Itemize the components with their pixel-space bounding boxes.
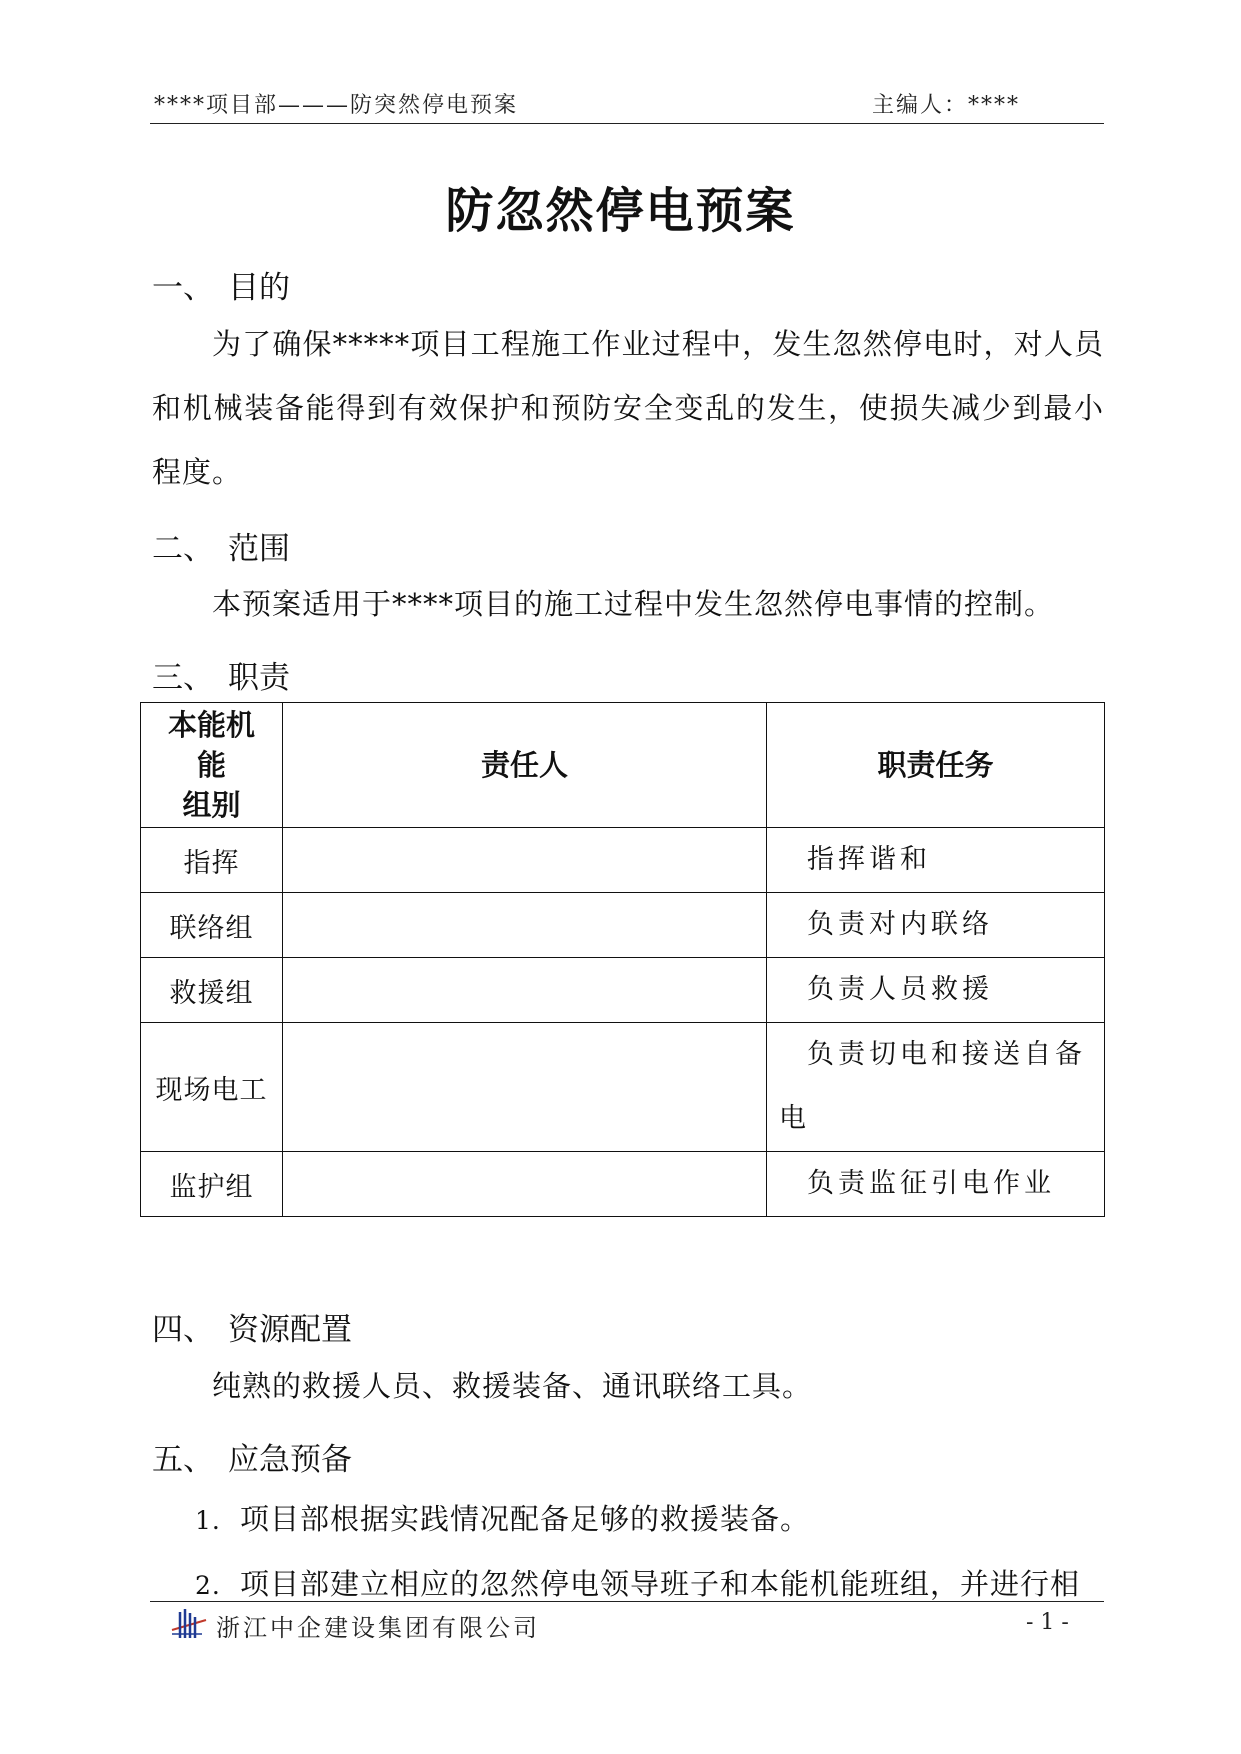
cell-task: 负责对内联络	[767, 893, 1105, 958]
column-header-task: 职责任务	[767, 703, 1105, 828]
section-title: 应急预备	[228, 1442, 352, 1478]
section-heading-preparation	[152, 1434, 352, 1478]
cell-group: 指挥	[141, 828, 283, 893]
header-group-line: 本能机	[167, 708, 255, 742]
cell-group: 现场电工	[141, 1023, 283, 1152]
cell-task: 负责监征引电作业	[767, 1152, 1105, 1217]
list-item	[195, 1497, 1105, 1538]
section-title: 职责	[228, 660, 290, 696]
cell-person	[283, 1152, 767, 1217]
page-header	[150, 88, 1100, 122]
list-item-text: 项目部建立相应的忽然停电领导班子和本能机能班组，并进行相	[240, 1567, 1081, 1601]
cell-task: 负责人员救援	[767, 958, 1105, 1023]
duty-table	[140, 702, 1105, 1217]
list-item-text: 项目部根据实践情况配备足够的救援装备。	[240, 1502, 811, 1536]
table-row	[141, 1023, 1105, 1152]
section-title: 目的	[228, 270, 290, 306]
header-editor: 主编人：****	[872, 93, 1021, 118]
cell-task: 负责切电和接送自备电	[767, 1023, 1105, 1152]
section-title: 资源配置	[228, 1312, 352, 1348]
column-header-group	[141, 703, 283, 828]
header-group-line: 能	[196, 748, 226, 782]
section-number: 一、	[152, 270, 214, 306]
cell-group: 监护组	[141, 1152, 283, 1217]
section-title: 范围	[228, 531, 290, 567]
column-header-person: 责任人	[283, 703, 767, 828]
section-heading-scope	[152, 523, 290, 567]
list-item	[195, 1562, 1105, 1603]
section-heading-resources	[152, 1304, 352, 1348]
table-row	[141, 958, 1105, 1023]
header-divider	[150, 123, 1104, 124]
cell-person	[283, 1023, 767, 1152]
section-body-purpose: 为了确保*****项目工程施工作业过程中，发生忽然停电时，对人员和机械装备能得到有效保护和预防安全变乱的发生，使损失减少到最小程度。	[152, 327, 1104, 489]
cell-group: 救援组	[141, 958, 283, 1023]
section-number: 三、	[152, 660, 214, 696]
cell-group: 联络组	[141, 893, 283, 958]
header-group-line: 组别	[182, 788, 241, 822]
cell-task: 指挥谐和	[767, 828, 1105, 893]
section-number: 五、	[152, 1442, 214, 1478]
table-row	[141, 828, 1105, 893]
cell-person	[283, 893, 767, 958]
table-row	[141, 1152, 1105, 1217]
section-number: 四、	[152, 1312, 214, 1348]
table-header-row	[141, 703, 1105, 828]
cell-person	[283, 828, 767, 893]
list-item-number: 1.	[195, 1506, 221, 1535]
section-body-resources: 纯熟的救援人员、救援装备、通讯联络工具。	[212, 1369, 813, 1403]
header-project-title: ****项目部———防突然停电预案	[154, 93, 519, 118]
section-number: 二、	[152, 531, 214, 567]
list-item-number: 2.	[195, 1571, 221, 1600]
section-body-scope: 本预案适用于****项目的施工过程中发生忽然停电事情的控制。	[212, 587, 1055, 621]
footer-divider	[150, 1601, 1104, 1602]
footer-company-name: 浙江中企建设集团有限公司	[216, 1614, 540, 1642]
section-heading-purpose	[152, 262, 290, 306]
section-heading-duties	[152, 652, 290, 696]
document-title: 防忽然停电预案	[445, 183, 796, 239]
page-number: - 1 -	[1026, 1610, 1069, 1635]
company-logo-icon	[170, 1608, 208, 1640]
table-row	[141, 893, 1105, 958]
cell-person	[283, 958, 767, 1023]
